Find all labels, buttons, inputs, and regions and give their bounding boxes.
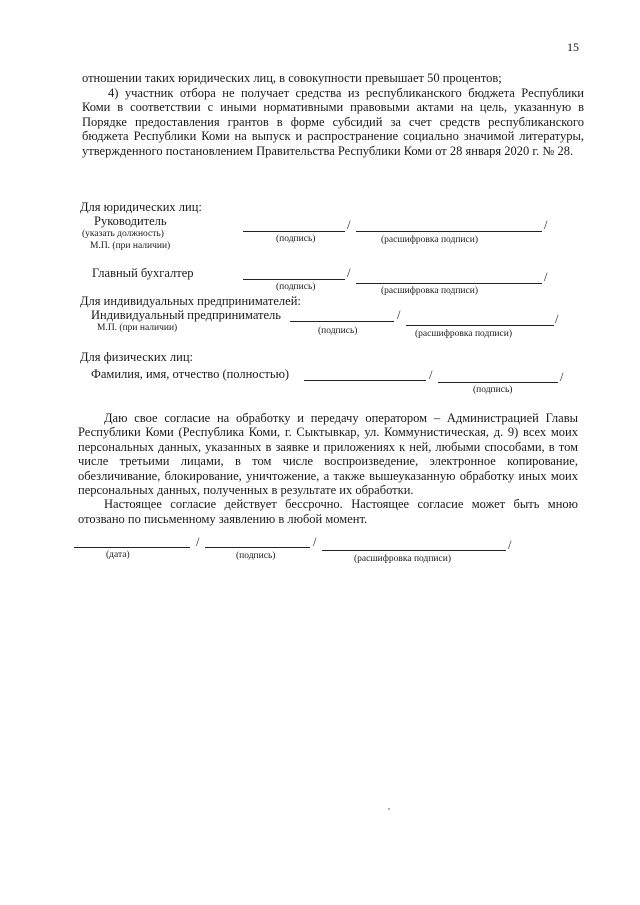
individual-signature-caption: (подпись) — [473, 385, 513, 395]
head-decoding-caption: (расшифровка подписи) — [381, 235, 478, 245]
conditions-paragraph — [82, 71, 584, 159]
position-note: (указать должность) — [82, 229, 164, 239]
entrepreneur-slash-2: / — [555, 312, 559, 326]
accountant-decoding-line[interactable] — [356, 283, 542, 284]
individuals-heading: Для физических лиц: — [80, 350, 193, 364]
scan-speck — [388, 808, 390, 810]
final-decoding-caption: (расшифровка подписи) — [354, 554, 451, 564]
consent-validity: Настоящее согласие действует бессрочно. Настоящее согласие может быть мною отозвано по письменному заявлению в любой момент. — [78, 497, 578, 526]
conditions-item-4: 4) участник отбора не получает средства из республиканского бюджета Республики Коми в соответствии с иными нормативными правовыми актами на цель, указанную в Порядке предоставления грантов в форме субсидий за счет средств республиканского бюджета Республики Коми на выпуск и распространение социально значимой литературы, утвержденного постановлением Правительства Республики Коми от 28 января 2020 г. № 28. — [82, 85, 584, 158]
accountant-decoding-caption: (расшифровка подписи) — [381, 286, 478, 296]
legal-entities-heading: Для юридических лиц: — [80, 200, 202, 214]
accountant-slash-1: / — [347, 266, 351, 280]
page-number: 15 — [567, 40, 579, 54]
consent-text: Даю свое согласие на обработку и передачу оператором – Администрацией Главы Республики Коми (Республика Коми, г. Сыктывкар, ул. Коммунистическая, д. 9) всех моих персональных данных, указанных в заявке и приложениях к ней, любыми способами, в том числе третьими лицами, в том числе воспроизведение, электронное копирование, обезличивание, блокирование, уничтожение, а также вышеуказанную обработку иных моих персональных данных, полученных в результате их обработки. — [78, 411, 578, 498]
entrepreneur-signature-caption: (подпись) — [318, 326, 358, 336]
head-slash-2: / — [544, 218, 548, 232]
accountant-signature-caption: (подпись) — [276, 282, 316, 292]
entrepreneur-decoding-caption: (расшифровка подписи) — [415, 329, 512, 339]
date-line[interactable] — [74, 547, 190, 548]
individual-label: Фамилия, имя, отчество (полностью) — [91, 367, 290, 381]
consent-paragraph — [78, 411, 578, 526]
head-slash-1: / — [347, 218, 351, 232]
final-slash-1: / — [196, 535, 200, 549]
individual-fio-line[interactable] — [304, 380, 426, 381]
final-signature-caption: (подпись) — [236, 551, 276, 561]
entrepreneur-decoding-line[interactable] — [406, 325, 554, 326]
individual-slash-2: / — [560, 370, 564, 384]
final-signature-line[interactable] — [205, 547, 310, 548]
entrepreneur-signature-line[interactable] — [290, 321, 394, 322]
head-stamp-note: М.П. (при наличии) — [90, 241, 171, 251]
final-slash-3: / — [508, 538, 512, 552]
individual-slash-1: / — [429, 368, 433, 382]
entrepreneur-stamp-note: М.П. (при наличии) — [97, 323, 178, 333]
head-decoding-line[interactable] — [356, 231, 542, 232]
final-decoding-line[interactable] — [322, 550, 506, 551]
conditions-line-1: отношении таких юридических лиц, в совокупности превышает 50 процентов; — [82, 71, 502, 85]
entrepreneur-slash-1: / — [397, 308, 401, 322]
accountant-signature-line[interactable] — [243, 279, 345, 280]
head-signature-caption: (подпись) — [276, 234, 316, 244]
individual-signature-line[interactable] — [438, 382, 558, 383]
entrepreneur-label: Индивидуальный предприниматель — [91, 308, 281, 322]
entrepreneurs-heading: Для индивидуальных предпринимателей: — [80, 294, 301, 308]
head-label: Руководитель — [94, 214, 167, 228]
date-caption: (дата) — [106, 550, 130, 560]
accountant-label: Главный бухгалтер — [92, 266, 194, 280]
final-slash-2: / — [313, 535, 317, 549]
accountant-slash-2: / — [544, 270, 548, 284]
head-signature-line[interactable] — [243, 231, 345, 232]
